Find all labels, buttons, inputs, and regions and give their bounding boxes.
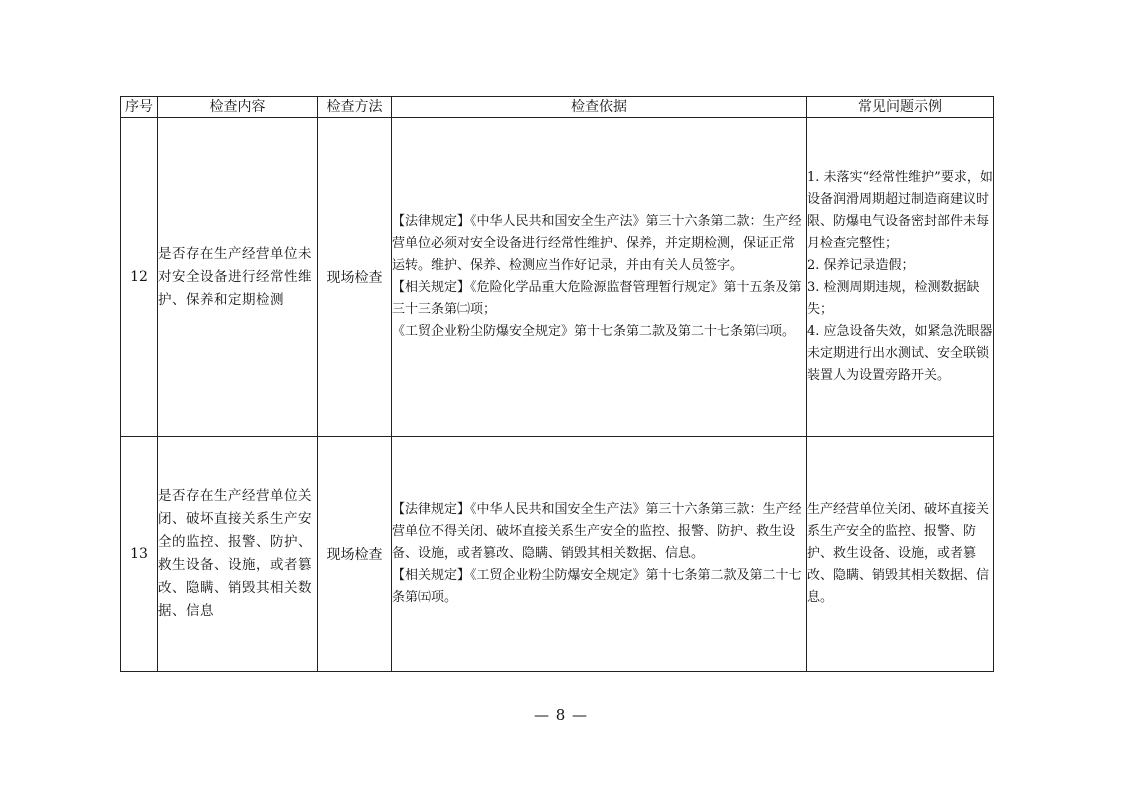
header-method: 检查方法 <box>318 97 392 118</box>
header-content: 检查内容 <box>158 97 318 118</box>
inspection-content: 是否存在生产经营单位未对安全设备进行经常性维护、保养和定期检测 <box>158 118 318 437</box>
basis-paragraph: 【相关规定】《危险化学品重大危险源监督管理暂行规定》第十五条及第三十三条第㈡项； <box>392 280 802 317</box>
basis-paragraph: 《工贸企业粉尘防爆安全规定》第十七条第二款及第二十七条第㈢项。 <box>392 324 796 339</box>
common-issues <box>807 118 994 437</box>
inspection-method: 现场检查 <box>318 437 392 672</box>
issue-item: 3. 检测周期违规，检测数据缺失； <box>807 280 980 317</box>
table-header <box>121 97 994 118</box>
row-number: 12 <box>121 118 158 437</box>
page-number: — 8 — <box>533 706 589 724</box>
inspection-content: 是否存在生产经营单位关闭、破坏直接关系生产安全的监控、报警、防护、救生设备、设施，或者篡改、隐瞒、销毁其相关数据、信息 <box>158 437 318 672</box>
table-body <box>121 118 994 672</box>
header-no: 序号 <box>121 97 158 118</box>
basis-paragraph: 【法律规定】《中华人民共和国安全生产法》第三十六条第三款：生产经营单位不得关闭、破坏直接关系生产安全的监控、报警、防护、救生设备、设施，或者篡改、隐瞒、销毁其相关数据、信息。 <box>392 502 802 561</box>
basis-paragraph: 【相关规定】《工贸企业粉尘防爆安全规定》第十七条第二款及第二十七条第㈤项。 <box>392 568 802 605</box>
header-basis: 检查依据 <box>392 97 807 118</box>
issue-item: 生产经营单位关闭、破坏直接关系生产安全的监控、报警、防护、救生设备、设施，或者篡改、隐瞒、销毁其相关数据、信息。 <box>807 502 990 605</box>
inspection-table <box>120 96 994 672</box>
inspection-basis <box>392 437 807 672</box>
table-row <box>121 118 994 437</box>
header-issues: 常见问题示例 <box>807 97 994 118</box>
issue-item: 2. 保养记录造假； <box>807 258 915 273</box>
header-row <box>121 97 994 118</box>
basis-paragraph: 【法律规定】《中华人民共和国安全生产法》第三十六条第二款：生产经营单位必须对安全设备进行经常性维护、保养，并定期检测，保证正常运转。维护、保养、检测应当作好记录，并由有关人员签字。 <box>392 214 802 273</box>
inspection-basis <box>392 118 807 437</box>
common-issues <box>807 437 994 672</box>
inspection-method: 现场检查 <box>318 118 392 437</box>
issue-item: 1. 未落实“经常性维护”要求，如设备润滑周期超过制造商建议时限、防爆电气设备密封部件未每月检查完整性； <box>807 170 993 251</box>
issue-item: 4. 应急设备失效，如紧急洗眼器未定期进行出水测试、安全联锁装置人为设置旁路开关。 <box>807 324 993 383</box>
row-number: 13 <box>121 437 158 672</box>
table-row <box>121 437 994 672</box>
